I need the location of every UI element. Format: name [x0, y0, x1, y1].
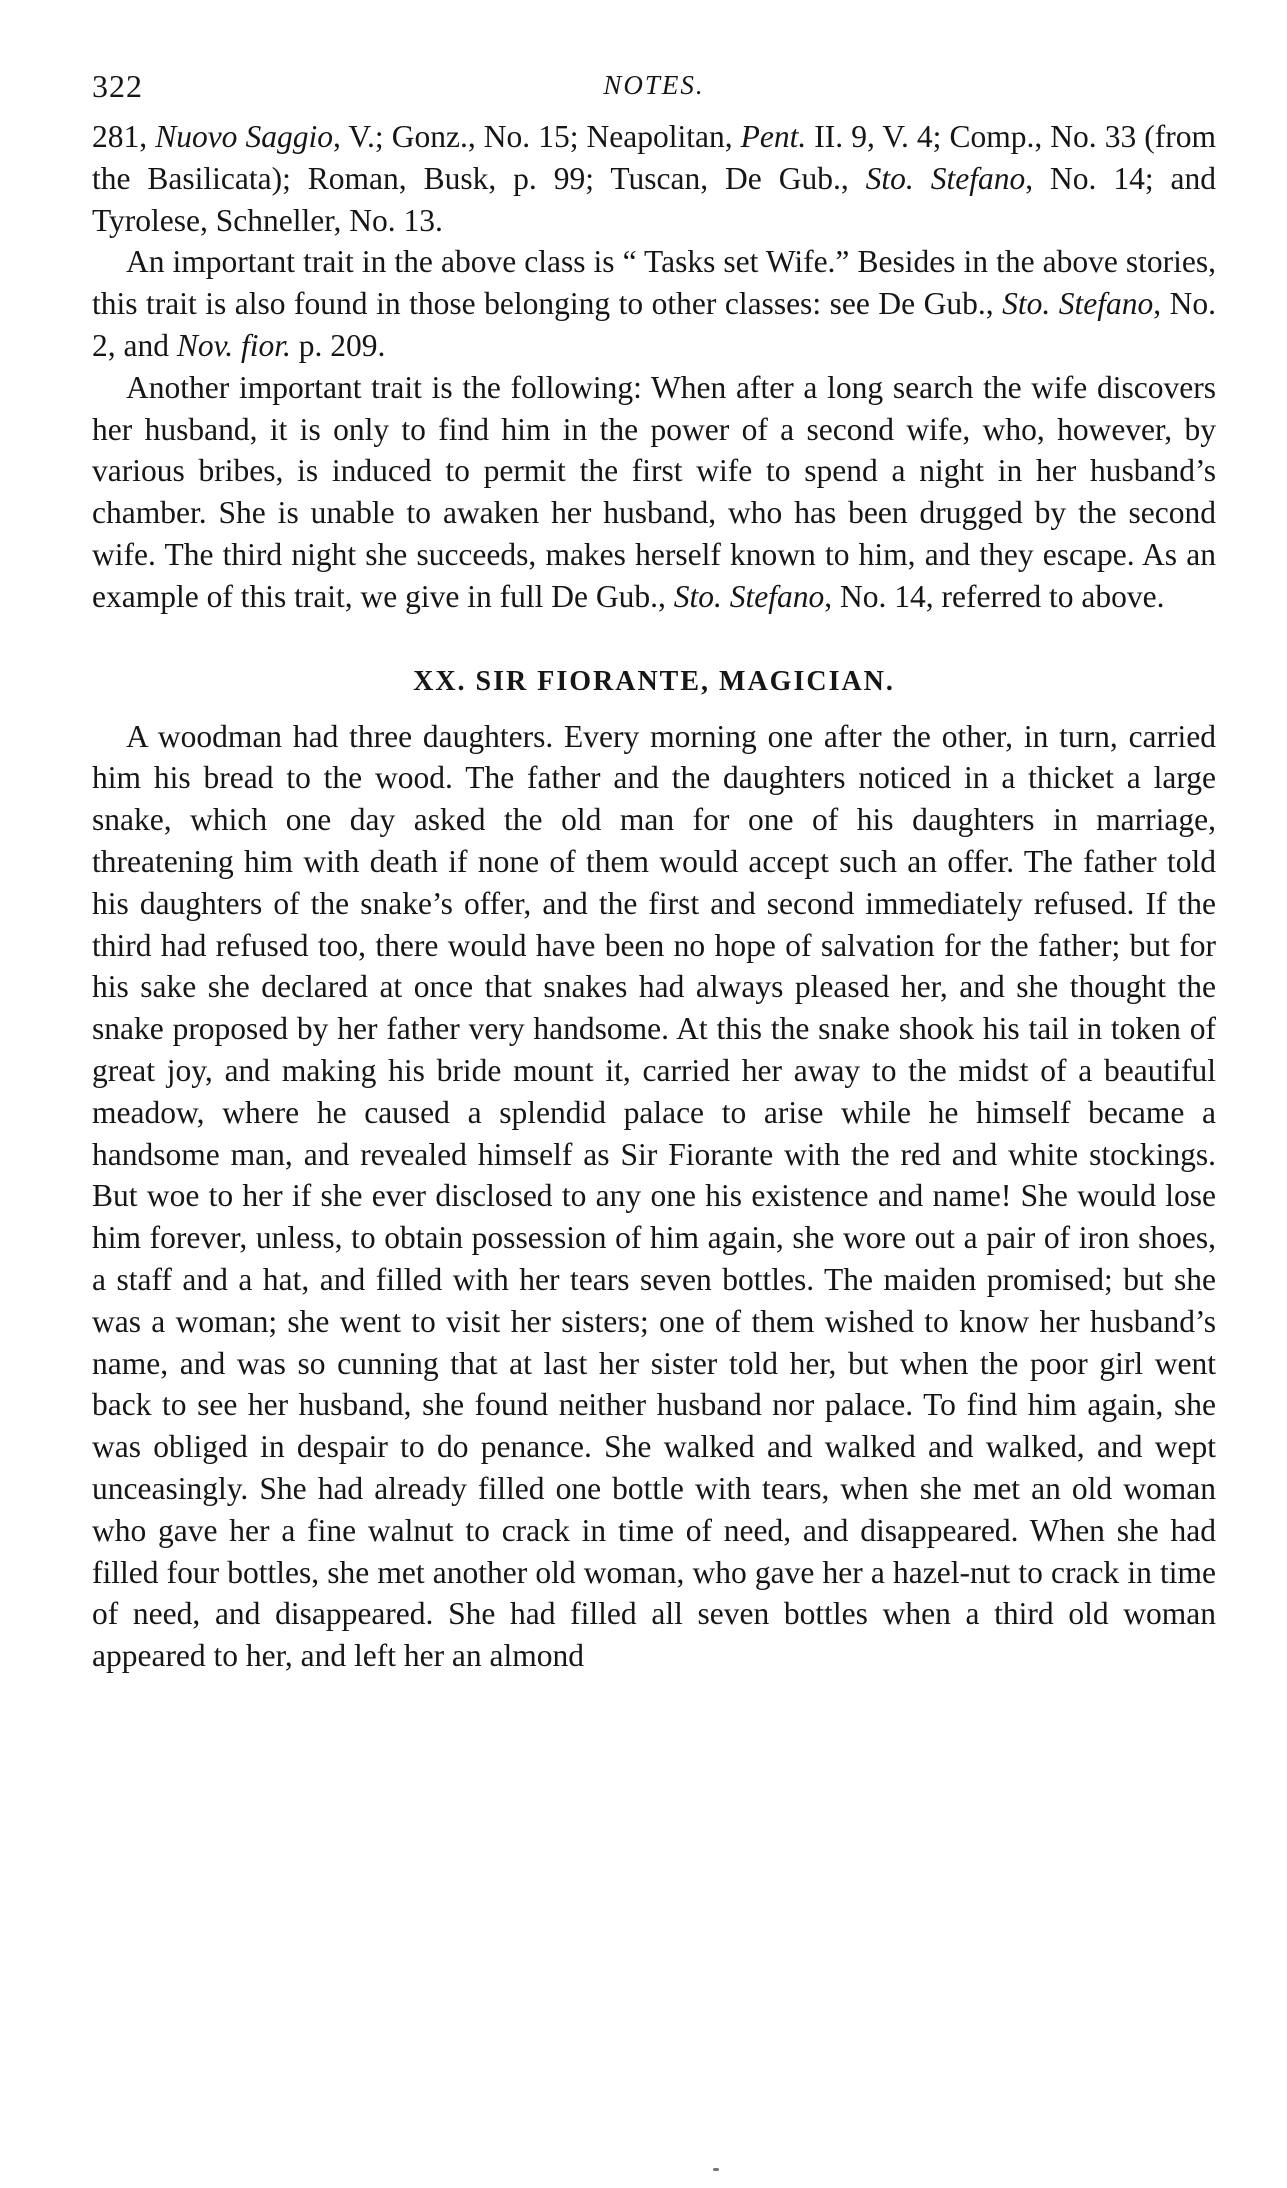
- note-paragraph-tasks-set-wife: An important trait in the above class is “ Tasks set Wife.” Besides in the above stories, this trait is also found in those belonging to other classes: see De Gub., Sto. Stefano, No. 2, and Nov. fior. p. 209.: [92, 244, 1216, 363]
- story-title: XX. SIR FIORANTE, MAGICIAN.: [413, 665, 895, 697]
- page-number: 322: [92, 68, 143, 104]
- running-title: NOTES.: [603, 70, 705, 100]
- note-paragraph-second-wife-trait: Another important trait is the following: When after a long search the wife discovers her husband, it is only to find him in the power of a second wife, who, however, by various bribes, is induced to permit the first wife to spend a night in her husband’s chamber. She is unable to awaken her husband, who has been drugged by the second wife. The third night she succeeds, makes herself known to him, and they escape. As an example of this trait, we give in full De Gub., Sto. Stefano, No. 14, referred to above.: [92, 369, 1216, 614]
- print-speck: [713, 2168, 719, 2171]
- book-page: [92, 60, 1216, 1677]
- story-paragraph: A woodman had three daughters. Every morning one after the other, in turn, carried him his bread to the wood. The father and the daughters noticed in a thicket a large snake, which one day asked the old man for one of his daughters in marriage, threatening him with death if none of them would accept such an offer. The father told his daughters of the snake’s offer, and the first and second immediately refused. If the third had refused too, there would have been no hope of salvation for the father; but for his sake she declared at once that snakes had always pleased her, and she thought the snake proposed by her father very handsome. At this the snake shook his tail in token of great joy, and making his bride mount it, carried her away to the midst of a beautiful meadow, where he caused a splendid palace to arise while he himself became a handsome man, and revealed himself as Sir Fiorante with the red and white stockings. But woe to her if she ever disclosed to any one his existence and name! She would lose him forever, unless, to obtain possession of him again, she wore out a pair of iron shoes, a staff and a hat, and filled with her tears seven bottles. The maiden promised; but she was a woman; she went to visit her sisters; one of them wished to know her husband’s name, and was so cunning that at last her sister told her, but when the poor girl went back to see her husband, she found neither husband nor palace. To find him again, she was obliged in despair to do penance. She walked and walked and walked, and wept unceasingly. She had already filled one bottle with tears, when she met an old woman who gave her a fine walnut to crack in time of need, and disappeared. When she had filled four bottles, she met another old woman, who gave her a hazel-nut to crack in time of need, and disappeared. She had filled all seven bottles when a third old woman appeared to her, and left her an almond: [92, 718, 1216, 1674]
- note-paragraph-references: 281, Nuovo Saggio, V.; Gonz., No. 15; Neapolitan, Pent. II. 9, V. 4; Comp., No. 33 (from the Basilicata); Roman, Busk, p. 99; Tuscan, De Gub., Sto. Stefano, No. 14; and Tyrolese, Schneller, No. 13.: [92, 119, 1217, 238]
- running-head: [92, 60, 1216, 116]
